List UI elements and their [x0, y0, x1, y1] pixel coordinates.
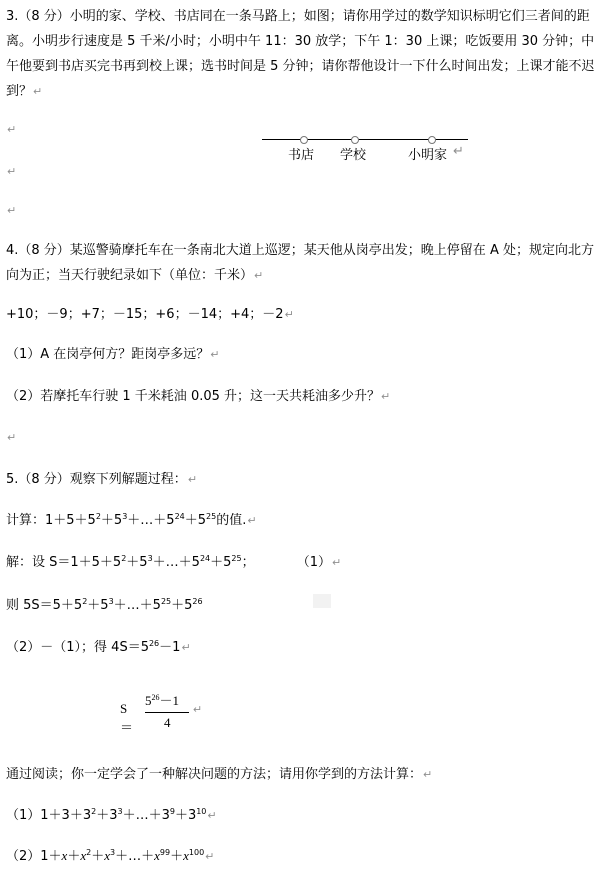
paragraph-mark-icon: ↵ — [187, 473, 198, 486]
calc-prefix: 计算：1＋5＋5 — [6, 513, 96, 528]
paragraph-mark-icon: ↵ — [423, 768, 433, 781]
calc-suffix: 的值. — [216, 513, 247, 528]
equation-tag: （1） — [296, 555, 332, 570]
school-point — [351, 136, 359, 144]
paragraph-mark-icon: ↵ — [7, 431, 17, 444]
paragraph-mark-icon: ↵ — [247, 514, 257, 527]
step-tail: －1 — [159, 640, 181, 655]
exercise1-prefix: （1）1＋3＋3 — [6, 808, 92, 823]
q5-step: （2）－（1）；得 $4S=5^{26}-1↵$ — [6, 639, 191, 655]
numerator-tail: －1 — [159, 693, 180, 708]
q5-reading — [6, 765, 597, 785]
exercise2-prefix: （2）1＋ — [6, 849, 62, 864]
home-point — [428, 136, 436, 144]
fraction-lhs: S＝ — [120, 701, 134, 735]
bookstore-label: 书店 — [288, 148, 315, 163]
reading-text: 通过阅读；你一定学会了一种解决问题的方法；请用你学到的方法计算： — [6, 767, 423, 782]
paragraph-mark-icon: ↵ — [332, 556, 342, 569]
q4-sub1 — [6, 345, 597, 365]
q5-exercise2: $(2)1+x+x^2+x^3+\dots+x^{99}+x^{100}↵$ — [6, 848, 215, 864]
then-prefix: 则 5S＝5＋5 — [6, 598, 83, 613]
fraction-denominator: 4 — [164, 715, 171, 730]
fraction-numerator — [145, 690, 179, 709]
step-text: （2）－（1）；得 4S＝5 — [6, 640, 149, 655]
home-label: 小明家 — [408, 148, 448, 163]
paragraph-mark-icon: ↵ — [207, 809, 217, 822]
paragraph-mark-icon: ↵ — [381, 390, 391, 403]
q4-sub2 — [6, 387, 597, 407]
paragraph-mark-icon: ↵ — [7, 165, 17, 178]
paragraph-mark-icon: ↵ — [205, 850, 215, 863]
paragraph-mark-icon: ↵ — [210, 348, 220, 361]
sub1-text: （1）A 在岗亭何方？距岗亭多远？ — [6, 347, 210, 362]
blank-artifact — [313, 594, 331, 608]
q5-then: 则 $5S=5+5^2+5^3+\dots+5^{25}+5^{26}$ — [6, 597, 203, 613]
empty-paragraph — [6, 428, 597, 448]
q5-solution: 解：设 $S=1+5+5^2+5^3+\dots+5^{24}+5^{25}$； （1）↵ — [6, 554, 342, 570]
paragraph-mark-icon: ↵ — [193, 704, 203, 716]
records-text: +10；－9；+7；－15；+6；－14；+4；－2 — [6, 307, 284, 322]
fraction-bar — [145, 712, 189, 713]
paragraph-mark-icon: ↵ — [453, 144, 464, 159]
q5-exercise1: $(1)1+3+3^2+3^3+\dots+3^9+3^{10}↵$ — [6, 807, 217, 823]
road-line — [262, 139, 468, 140]
bookstore-point — [300, 136, 308, 144]
q4-paragraph — [6, 238, 597, 288]
paragraph-mark-icon: ↵ — [7, 123, 17, 136]
q5-calc: 计算：$1+5+5^2+5^3+\dots+5^{24}+5^{25}$的值.↵ — [6, 512, 257, 528]
empty-paragraph — [6, 162, 597, 182]
numerator-base: 5 — [145, 693, 152, 708]
empty-paragraph — [6, 201, 597, 221]
q5-title — [6, 470, 597, 490]
paragraph-mark-icon: ↵ — [181, 641, 191, 654]
q4-text: 4.（8 分）某巡警骑摩托车在一条南北大道上巡逻；某天他从岗亭出发；晚上停留在 A 处；规定向北方向为正；当天行驶纪录如下（单位：千米） — [6, 243, 594, 283]
paragraph-mark-icon: ↵ — [254, 269, 264, 282]
q5-title-text: 5.（8 分）观察下列解题过程： — [6, 472, 187, 487]
q3-text: 3.（8 分）小明的家、学校、书店同在一条马路上；如图；请你用学过的数学知识标明它们三者间的距离。小明步行速度是 5 千米/小时；小明中午 11：30 放学；下午 1：30 上课；吃饭要用 30 分钟；中午他要到书店买完书再到校上课；选书时间是 5 分钟；请你帮他设计一下什么时间出发；上课才能不迟到？ — [6, 9, 595, 99]
sub2-text: （2）若摩托车行驶 1 千米耗油 0.05 升；这一天共耗油多少升？ — [6, 389, 381, 404]
paragraph-mark-icon: ↵ — [7, 204, 17, 217]
numerator-exponent: 26 — [151, 693, 160, 702]
paragraph-mark-icon: ↵ — [284, 308, 294, 321]
solution-prefix: 解：设 S＝1＋5＋5 — [6, 555, 122, 570]
q4-records — [6, 305, 597, 325]
school-label: 学校 — [340, 148, 367, 163]
q3-paragraph — [6, 4, 597, 104]
paragraph-mark-icon: ↵ — [33, 85, 43, 98]
